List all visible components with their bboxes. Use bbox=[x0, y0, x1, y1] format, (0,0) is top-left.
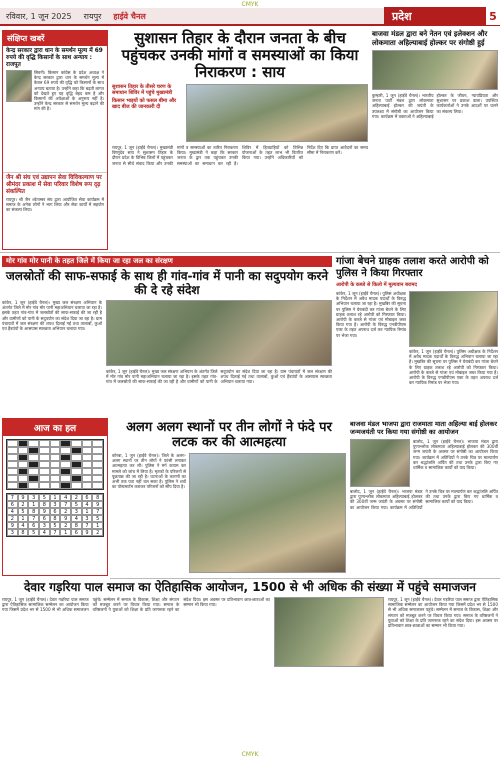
crossword-cell bbox=[28, 468, 39, 475]
bottom-text: रायपुर, 1 जून (हाईवे चैनल)। देवार गड़रिया पाल समाज द्वारा ऐतिहासिक सामाजिक सम्मेलन का आयोजन किया गया जिसमें प्रदेश भर से 1500 से भी अधिक समाजजन पहुंचे। सम्मेलन में समाज के विकास, शिक्षा और संगठन को मजबूत करने पर विचार किया गया। समाज के वरिष्ठजनों ने युवाओं को शिक्षा के प्रति जागरूक रहने का संदेश दिया। इस अवसर पर प्रतिभावान छात्र-छात्राओं का सम्मान भी किया गया। bbox=[2, 597, 270, 613]
ahilya-headline: बाजवा मंडल भाजपा द्वारा राजमाता माता अहिल्या बाई होलकर जन्मजयंती पर किया गया संगोष्ठी का आयोजन bbox=[350, 420, 497, 436]
brief-title: केन्द्र सरकार द्वारा धान के समर्थन मूल्य में 69 रुपये की वृद्धि किसानों के साथ अन्याय : राजपूत bbox=[6, 48, 103, 68]
ganja-headline: गांजा बेचने ग्राहक तलाश करते आरोपी को पुलिस ने किया गिरफ्तार bbox=[336, 256, 489, 279]
crossword-cell bbox=[92, 482, 103, 489]
suicide-story bbox=[112, 420, 346, 573]
sudoku-cell: 5 bbox=[50, 522, 61, 529]
crossword-cell bbox=[18, 461, 29, 468]
sudoku-cell: 6 bbox=[50, 508, 61, 515]
crossword-cell bbox=[82, 440, 93, 447]
crossword-cell bbox=[7, 454, 18, 461]
crossword-cell bbox=[71, 461, 82, 468]
sudoku-cell: 1 bbox=[92, 522, 103, 529]
crossword-cell bbox=[28, 461, 39, 468]
sudoku-cell: 4 bbox=[82, 501, 93, 508]
crossword-cell bbox=[7, 482, 18, 489]
section-title: प्रदेश bbox=[384, 7, 486, 25]
crossword-cell bbox=[82, 475, 93, 482]
crossword-cell bbox=[82, 461, 93, 468]
ahilya-photo bbox=[350, 439, 410, 487]
crossword-cell bbox=[92, 440, 103, 447]
sudoku-cell: 9 bbox=[7, 522, 18, 529]
crossword-cell bbox=[18, 440, 29, 447]
crossword-cell bbox=[18, 482, 29, 489]
sudoku-cell: 7 bbox=[28, 515, 39, 522]
crossword-cell bbox=[82, 468, 93, 475]
water-text: कांकेर, 1 जून (हाईवे चैनल)। मुख्य जल संरक्षण अभियान के अंतर्गत जिले में मोर गांव मोर पानी महाअभियान चलाया जा रहा है। इसके तहत गांव-गांव में जलस्रोतों की साफ-सफाई की जा रही है और ग्रामीणों को पानी के सदुपयोग का संदेश दिया जा रहा है। ग्राम पंचायतों में जल संरक्षण की शपथ दिलाई गई तथा तालाबों, कुओं एवं हैंडपंपों के आसपास स्वच्छता अभियान चलाया गया। bbox=[2, 300, 102, 332]
crossword-cell bbox=[92, 475, 103, 482]
ganja-story bbox=[336, 256, 498, 441]
crossword-cell bbox=[7, 447, 18, 454]
sudoku-cell: 3 bbox=[82, 515, 93, 522]
ganja-bullet: आरोपी के कब्जे से किलो में मूल्यवान बरामद bbox=[336, 282, 418, 288]
crossword-cell bbox=[60, 454, 71, 461]
brand-name: हाईवे चैनल bbox=[113, 11, 146, 21]
ahilya-text: बालोद, 1 जून (हाईवे चैनल)। भाजपा मंडल द्वारा पुण्यश्लोक लोकमाता अहिल्याबाई होलकर की 300वीं जन्म जयंती के अवसर पर संगोष्ठी का आयोजन किया गया। कार्यक्रम में अतिथियों ने उनके चित्र पर माल्यार्पण कर श्रद्धांजलि अर्पित की तथा उनके द्वारा किए गए धार्मिक व सामाजिक कार्यों को याद किया। bbox=[413, 439, 498, 471]
sudoku-cell: 9 bbox=[82, 529, 93, 536]
issue-date: रविवार, 1 जून 2025 bbox=[6, 11, 72, 21]
crossword-cell bbox=[39, 447, 50, 454]
crossword-cell bbox=[50, 475, 61, 482]
suicide-text: कोरबा, 1 जून (हाईवे चैनल)। जिले के अलग-अलग स्थानों पर तीन लोगों ने फांसी लगाकर आत्महत्या कर ली। पुलिस ने मर्ग कायम कर मामले को जांच में लिया है। मृतकों के परिजनों से पूछताछ की जा रही है। घटनाओं के कारणों का अभी तक पता नहीं चल सका है। पुलिस ने शवों का पोस्टमार्टम कराकर परिजनों को सौंप दिया है। bbox=[112, 453, 186, 490]
brief-item bbox=[3, 173, 107, 239]
cmyk-mark-top: CMYK bbox=[241, 1, 259, 8]
crossword-cell bbox=[50, 482, 61, 489]
crossword-cell bbox=[60, 468, 71, 475]
crossword-cell bbox=[7, 475, 18, 482]
crossword-cell bbox=[60, 461, 71, 468]
crossword-cell bbox=[18, 447, 29, 454]
sudoku-cell: 3 bbox=[28, 494, 39, 501]
ganja-photo bbox=[409, 291, 498, 347]
crossword-cell bbox=[39, 461, 50, 468]
lead-headline: सुशासन तिहार के दौरान जनता के बीच पहुंचकर उनकी मांगों व समस्याओं का किया निराकरण : साय bbox=[121, 29, 359, 81]
crossword-cell bbox=[18, 475, 29, 482]
crossword-cell bbox=[7, 461, 18, 468]
lead-photo bbox=[186, 84, 368, 142]
crossword-cell bbox=[50, 440, 61, 447]
sudoku-cell: 9 bbox=[60, 515, 71, 522]
crossword-cell bbox=[39, 475, 50, 482]
lead-bullet: किसान भाइयों को फसल बीमा और खाद बीज की जानकारी दी bbox=[112, 98, 177, 110]
water-strip: मोर गांव मोर पानी के तहत जिले में किया जा रहा जल का संरक्षण bbox=[2, 256, 332, 267]
brief-text: रायपुर। श्री जैन श्वेताम्बर संघ द्वारा आयोजित सेवा कार्यक्रम में समाज के अनेक लोगों ने भाग लिया और सेवा कार्यों में सहयोग का संकल्प लिया। bbox=[6, 197, 104, 213]
ganja-text-2: कांकेर, 1 जून (हाईवे चैनल)। पुलिस अधीक्षक के निर्देशन में अवैध मादक पदार्थों के विरुद्ध अभियान चलाया जा रहा है। मुखबिर की सूचना पर पुलिस ने घेराबंदी कर गांजा बेचने के लिए ग्राहक तलाश रहे आरोपी को गिरफ्तार किया। आरोपी के कब्जे से गांजा एवं मोबाइल जब्त किया गया है। आरोपी के विरुद्ध एनडीपीएस एक्ट के तहत अपराध दर्ज कर न्यायिक रिमांड पर भेजा गया। bbox=[409, 349, 498, 386]
brief-item bbox=[3, 46, 107, 173]
crossword-cell bbox=[18, 454, 29, 461]
sudoku-cell: 8 bbox=[18, 529, 29, 536]
brief-photo bbox=[6, 70, 32, 102]
sudoku-cell: 2 bbox=[92, 529, 103, 536]
brief-text: सिवनी। किसान कांग्रेस के प्रदेश अध्यक्ष ने केन्द्र सरकार द्वारा धान के समर्थन मूल्य में केवल 69 रुपये की वृद्धि को किसानों के साथ अन्याय बताया है। उन्होंने कहा कि बढ़ती लागत को देखते हुए यह वृद्धि बेहद कम है और किसानों की अपेक्षाओं के अनुरूप नहीं है। उन्होंने केन्द्र सरकार से समर्थन मूल्य बढ़ाने की मांग की है। bbox=[34, 70, 104, 112]
crossword-cell bbox=[50, 468, 61, 475]
crossword-cell bbox=[60, 482, 71, 489]
crossword-cell bbox=[50, 454, 61, 461]
sudoku-cell: 6 bbox=[28, 522, 39, 529]
puzzle-box bbox=[2, 418, 108, 576]
crossword-cell bbox=[39, 482, 50, 489]
sudoku-cell: 6 bbox=[7, 501, 18, 508]
suicide-headline: अलग अलग स्थानों पर तीन लोगों ने फंदे पर लटक कर की आत्महत्या bbox=[126, 420, 332, 450]
puzzle-header: आज का हल bbox=[3, 419, 107, 436]
crossword-cell bbox=[92, 468, 103, 475]
sudoku-cell: 1 bbox=[60, 529, 71, 536]
sudoku-cell: 3 bbox=[39, 522, 50, 529]
crossword-cell bbox=[82, 454, 93, 461]
crossword-cell bbox=[92, 461, 103, 468]
crossword-cell bbox=[71, 454, 82, 461]
sudoku-cell: 7 bbox=[7, 494, 18, 501]
crossword-cell bbox=[82, 482, 93, 489]
crossword-cell bbox=[71, 475, 82, 482]
crossword-cell bbox=[71, 440, 82, 447]
sudoku-cell: 7 bbox=[60, 501, 71, 508]
sudoku-cell: 7 bbox=[92, 508, 103, 515]
water-headline: जलस्रोतों की साफ-सफाई के साथ ही गांव-गांव में पानी का सदुपयोग करने की दे रहे संदेश bbox=[5, 269, 329, 297]
lead-bullet: सुशासन तिहार के तीसरे चरण के समाधान शिविर में पहुंचे मुख्यमंत्री bbox=[112, 84, 173, 96]
crossword-cell bbox=[28, 440, 39, 447]
sudoku-cell: 3 bbox=[71, 508, 82, 515]
sudoku-cell: 2 bbox=[60, 508, 71, 515]
bottom-text-2: रायपुर, 1 जून (हाईवे चैनल)। देवार गड़रिया पाल समाज द्वारा ऐतिहासिक सामाजिक सम्मेलन का आयोजन किया गया जिसमें प्रदेश भर से 1500 से भी अधिक समाजजन पहुंचे। सम्मेलन में समाज के विकास, शिक्षा और संगठन को मजबूत करने पर विचार किया गया। समाज के वरिष्ठजनों ने युवाओं को शिक्षा के प्रति जागरूक रहने का संदेश दिया। इस अवसर पर प्रतिभावान छात्र-छात्राओं का सम्मान भी किया गया। bbox=[388, 597, 498, 629]
crossword-cell bbox=[82, 447, 93, 454]
water-story bbox=[2, 256, 332, 440]
crossword-cell bbox=[50, 461, 61, 468]
sudoku-cell: 1 bbox=[50, 494, 61, 501]
sudoku-cell: 5 bbox=[92, 515, 103, 522]
sudoku-cell: 2 bbox=[18, 501, 29, 508]
lead-story bbox=[112, 30, 368, 233]
bottom-photo bbox=[274, 597, 384, 667]
sudoku-cell: 5 bbox=[18, 508, 29, 515]
sudoku-cell: 5 bbox=[28, 529, 39, 536]
bottom-headline: देवार गड़रिया पाल समाज का ऐतिहासिक आयोजन, 1500 से भी अधिक की संख्या में पहुंचे समाजजन bbox=[24, 580, 476, 594]
sudoku-cell: 9 bbox=[39, 508, 50, 515]
crossword-cell bbox=[50, 447, 61, 454]
sudoku-cell: 7 bbox=[50, 529, 61, 536]
crossword-cell bbox=[28, 475, 39, 482]
crossword-cell bbox=[92, 447, 103, 454]
sudoku-cell: 6 bbox=[82, 494, 93, 501]
briefs-header: संक्षिप्त खबरें bbox=[3, 31, 107, 46]
right-top-photo bbox=[372, 50, 498, 90]
suicide-photo bbox=[189, 453, 346, 573]
water-photo bbox=[106, 300, 332, 366]
crossword-cell bbox=[28, 447, 39, 454]
crossword-grid bbox=[6, 439, 104, 490]
water-text-2: कांकेर, 1 जून (हाईवे चैनल)। मुख्य जल संरक्षण अभियान के अंतर्गत जिले में मोर गांव मोर पानी महाअभियान चलाया जा रहा है। इसके तहत गांव-गांव में जलस्रोतों की साफ-सफाई की जा रही है और ग्रामीणों को पानी के सदुपयोग का संदेश दिया जा रहा है। ग्राम पंचायतों में जल संरक्षण की शपथ दिलाई गई तथा तालाबों, कुओं एवं हैंडपंपों के आसपास स्वच्छता अभियान चलाया गया। bbox=[106, 369, 332, 385]
edition-city: रायपुर bbox=[83, 11, 102, 21]
sudoku-cell: 8 bbox=[39, 501, 50, 508]
sudoku-cell: 1 bbox=[82, 508, 93, 515]
sudoku-cell: 9 bbox=[92, 501, 103, 508]
crossword-cell bbox=[60, 447, 71, 454]
ahilya-story bbox=[350, 420, 498, 557]
sudoku-cell: 8 bbox=[50, 515, 61, 522]
sudoku-grid bbox=[6, 493, 104, 537]
right-top-text: कुम्हारी, 1 जून (हाईवे चैनल)। भारतीय जनता पार्टी मंडल द्वारा लोकमाता अहिल्याबाई होल्कर की जयंती के उपलक्ष्य में संगोष्ठी का आयोजन किया गया। कार्यक्रम में वक्ताओं ने अहिल्याबाई होल्कर के जीवन, न्यायप्रियता और सुशासन पर प्रकाश डाला। उपस्थित कार्यकर्ताओं ने उनके आदर्शों पर चलने का संकल्प लिया। bbox=[372, 93, 498, 119]
sudoku-cell: 6 bbox=[39, 515, 50, 522]
sudoku-cell: 2 bbox=[60, 522, 71, 529]
sudoku-cell: 2 bbox=[71, 494, 82, 501]
crossword-cell bbox=[39, 440, 50, 447]
crossword-cell bbox=[92, 454, 103, 461]
sudoku-cell: 8 bbox=[28, 508, 39, 515]
sudoku-cell: 6 bbox=[71, 529, 82, 536]
sudoku-cell: 8 bbox=[71, 522, 82, 529]
crossword-cell bbox=[39, 468, 50, 475]
bottom-story bbox=[2, 580, 498, 747]
right-top-headline: बाजवा मंडल द्वारा बने नेतन एवं इलेक्शन और लोकमाता अहिल्याबाई होल्कर पर संगोष्ठी हुई bbox=[372, 30, 488, 47]
crossword-cell bbox=[7, 440, 18, 447]
sudoku-cell: 4 bbox=[7, 508, 18, 515]
sudoku-cell: 1 bbox=[18, 515, 29, 522]
lead-text: रायपुर, 1 जून (हाईवे चैनल)। मुख्यमंत्री विष्णुदेव साय ने सुशासन तिहार के दौरान प्रदेश के विभिन्न जिलों में पहुंचकर जनता से सीधे संवाद किया और उनकी मांगों व समस्याओं का त्वरित निराकरण किया। मुख्यमंत्री ने कहा कि सरकार जनता के द्वार तक पहुंचकर उनकी समस्याओं का समाधान कर रही है। शिविर में हितग्राहियों को विभिन्न योजनाओं के तहत लाभ भी वितरित किया गया। उन्होंने अधिकारियों को निर्देश दिए कि प्राप्त आवेदनों का समय सीमा में निराकरण करें। bbox=[112, 145, 368, 166]
crossword-cell bbox=[60, 440, 71, 447]
crossword-cell bbox=[39, 454, 50, 461]
crossword-cell bbox=[7, 468, 18, 475]
sudoku-cell: 3 bbox=[7, 529, 18, 536]
crossword-cell bbox=[71, 468, 82, 475]
sudoku-cell: 4 bbox=[39, 529, 50, 536]
crossword-cell bbox=[71, 482, 82, 489]
sudoku-cell: 4 bbox=[60, 494, 71, 501]
sudoku-cell: 7 bbox=[82, 522, 93, 529]
sudoku-cell: 5 bbox=[71, 501, 82, 508]
sudoku-cell: 4 bbox=[71, 515, 82, 522]
divider bbox=[110, 578, 500, 579]
crossword-cell bbox=[71, 447, 82, 454]
ganja-text: कांकेर, 1 जून (हाईवे चैनल)। पुलिस अधीक्षक के निर्देशन में अवैध मादक पदार्थों के विरुद्ध अभियान चलाया जा रहा है। मुखबिर की सूचना पर पुलिस ने घेराबंदी कर गांजा बेचने के लिए ग्राहक तलाश रहे आरोपी को गिरफ्तार किया। आरोपी के कब्जे से गांजा एवं मोबाइल जब्त किया गया है। आरोपी के विरुद्ध एनडीपीएस एक्ट के तहत अपराध दर्ज कर न्यायिक रिमांड पर भेजा गया। bbox=[336, 291, 406, 338]
crossword-cell bbox=[60, 475, 71, 482]
sudoku-cell: 9 bbox=[18, 494, 29, 501]
right-top-story bbox=[372, 30, 498, 211]
sudoku-cell: 5 bbox=[39, 494, 50, 501]
sudoku-cell: 3 bbox=[50, 501, 61, 508]
divider bbox=[0, 252, 500, 253]
crossword-cell bbox=[28, 482, 39, 489]
masthead bbox=[0, 8, 500, 26]
sudoku-cell: 4 bbox=[18, 522, 29, 529]
sudoku-cell: 1 bbox=[28, 501, 39, 508]
crossword-cell bbox=[18, 468, 29, 475]
briefs-box bbox=[2, 30, 108, 250]
ahilya-text-2: बालोद, 1 जून (हाईवे चैनल)। भाजपा मंडल द्वारा पुण्यश्लोक लोकमाता अहिल्याबाई होलकर की 300वीं जन्म जयंती के अवसर पर संगोष्ठी का आयोजन किया गया। कार्यक्रम में अतिथियों ने उनके चित्र पर माल्यार्पण कर श्रद्धांजलि अर्पित की तथा उनके द्वारा किए गए धार्मिक व सामाजिक कार्यों को याद किया। bbox=[350, 489, 498, 510]
sudoku-cell: 8 bbox=[92, 494, 103, 501]
cmyk-mark-bottom: CMYK bbox=[241, 751, 259, 758]
brief-title: जैन श्री संघ एवं उद्यापन सेवा विविकल्याण पर श्रीमंदर प्रकाश में सेवा परिवार विशेष रूप दृढ़ संकल्पित bbox=[6, 175, 102, 195]
page-number: 5 bbox=[486, 7, 500, 25]
crossword-cell bbox=[28, 454, 39, 461]
sudoku-cell: 2 bbox=[7, 515, 18, 522]
